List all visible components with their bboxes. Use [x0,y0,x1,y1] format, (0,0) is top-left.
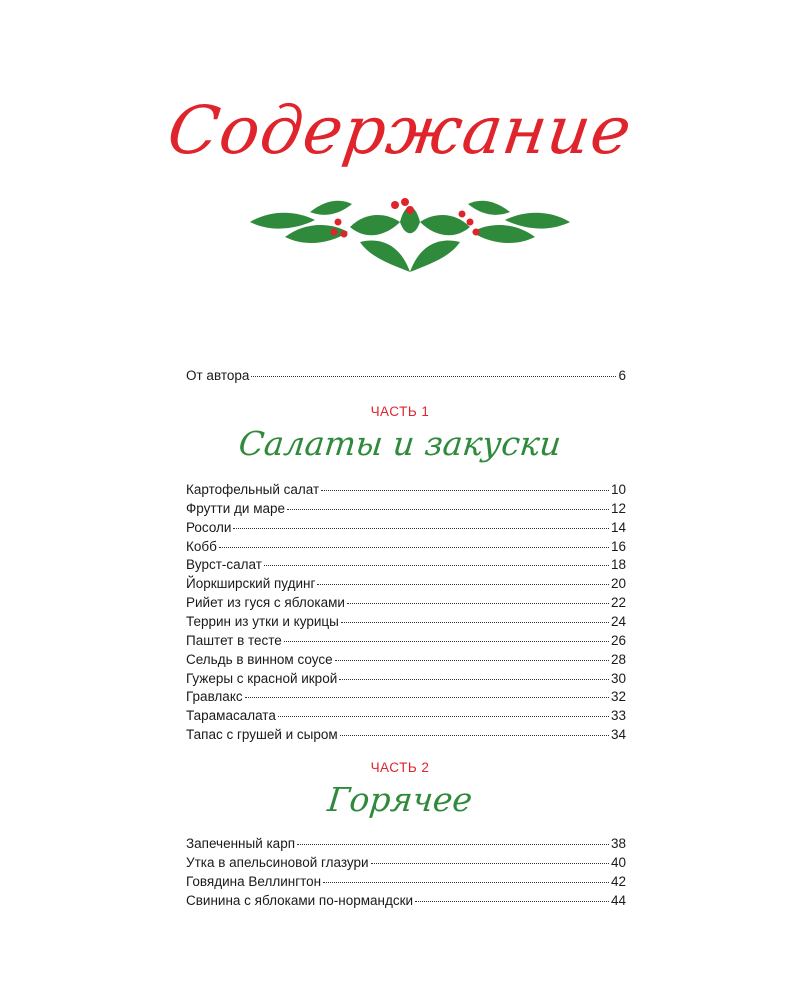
toc-entry-page: 24 [610,613,626,629]
toc-entry[interactable] [186,520,626,536]
toc-entry-page: 38 [610,836,626,851]
dot-leader [245,697,609,698]
toc-entry[interactable] [186,576,626,592]
dot-leader [415,901,609,902]
toc-entry[interactable] [186,727,626,743]
toc-entry-title: Тарамасалата [186,708,276,724]
dot-leader [233,528,609,529]
dot-leader [340,735,609,736]
toc-entry-page: 20 [610,576,626,592]
holly-ornament-icon [240,192,580,282]
toc-entry-title: Гужеры с красной икрой [186,670,338,686]
toc-entry[interactable] [186,557,626,573]
toc-entry-page: 6 [618,368,626,383]
toc-entry-title: Сельдь в винном соусе [186,651,333,667]
toc-entry[interactable] [186,368,626,384]
toc-entry[interactable] [186,482,626,498]
toc-entry[interactable] [186,689,626,705]
toc-entry[interactable] [186,652,626,668]
dot-leader [278,716,609,717]
toc-entry-title: Фрутти ди маре [186,500,286,516]
section-title: Горячее [325,780,475,819]
toc-entry[interactable] [186,836,626,852]
toc-entry-title: Утка в апельсиновой глазури [186,854,369,870]
toc-entry-title: От автора [186,368,250,383]
toc-entry-title: Паштет в тесте [186,632,282,648]
toc-entry-title: Росоли [186,519,232,535]
toc-entry[interactable] [186,501,626,517]
toc-entry-page: 26 [610,632,626,648]
dot-leader [341,622,609,623]
toc-entry-page: 33 [610,708,626,724]
dot-leader [287,509,609,510]
dot-leader [317,584,609,585]
dot-leader [321,490,609,491]
toc-entry-title: Террин из утки и курицы [186,613,339,629]
toc-entry[interactable] [186,671,626,687]
dot-leader [264,565,609,566]
dot-leader [347,603,609,604]
toc-entry[interactable] [186,633,626,649]
dot-leader [284,641,609,642]
toc-entry-title: Тапас с грушей и сыром [186,727,338,743]
toc-entry-title: Свинина с яблоками по-нормандски [186,892,414,908]
page-title: Содержание [163,92,637,169]
toc-entry-page: 14 [610,519,626,535]
toc-entry-page: 32 [610,689,626,705]
dot-leader [335,660,609,661]
dot-leader [219,547,609,548]
toc-entry[interactable] [186,595,626,611]
dot-leader [323,882,609,883]
section-title: Салаты и закуски [236,424,564,463]
toc-entry-title: Рийет из гуся с яблоками [186,595,345,611]
toc-entry-page: 12 [610,500,626,516]
toc-entry-page: 42 [610,873,626,889]
toc-entry-page: 44 [610,892,626,908]
dot-leader [251,376,616,377]
toc-entry-page: 28 [610,651,626,667]
toc-entry-page: 10 [610,482,626,497]
toc-entry[interactable] [186,893,626,909]
toc-entry-title: Картофельный салат [186,482,320,497]
toc-entry-title: Говядина Веллингтон [186,873,322,889]
toc-entry-page: 34 [610,727,626,743]
toc-entry[interactable] [186,874,626,890]
toc-entry-title: Йоркширский пудинг [186,576,316,592]
toc-entry-page: 18 [610,557,626,573]
toc-entry-title: Вурст-салат [186,557,262,573]
toc-entry-page: 22 [610,595,626,611]
toc-entry[interactable] [186,855,626,871]
dot-leader [371,863,609,864]
toc-entry[interactable] [186,614,626,630]
toc-entry-page: 30 [610,670,626,686]
dot-leader [297,844,609,845]
toc-entry[interactable] [186,539,626,555]
dot-leader [339,679,609,680]
toc-entry-title: Кобб [186,538,217,554]
part-label: ЧАСТЬ 1 [370,404,430,419]
toc-entry-page: 16 [610,538,626,554]
part-label: ЧАСТЬ 2 [370,760,430,775]
toc-entry-title: Запеченный карп [186,836,296,851]
toc-entry[interactable] [186,708,626,724]
toc-entry-page: 40 [610,854,626,870]
toc-entry-title: Гравлакс [186,689,243,705]
